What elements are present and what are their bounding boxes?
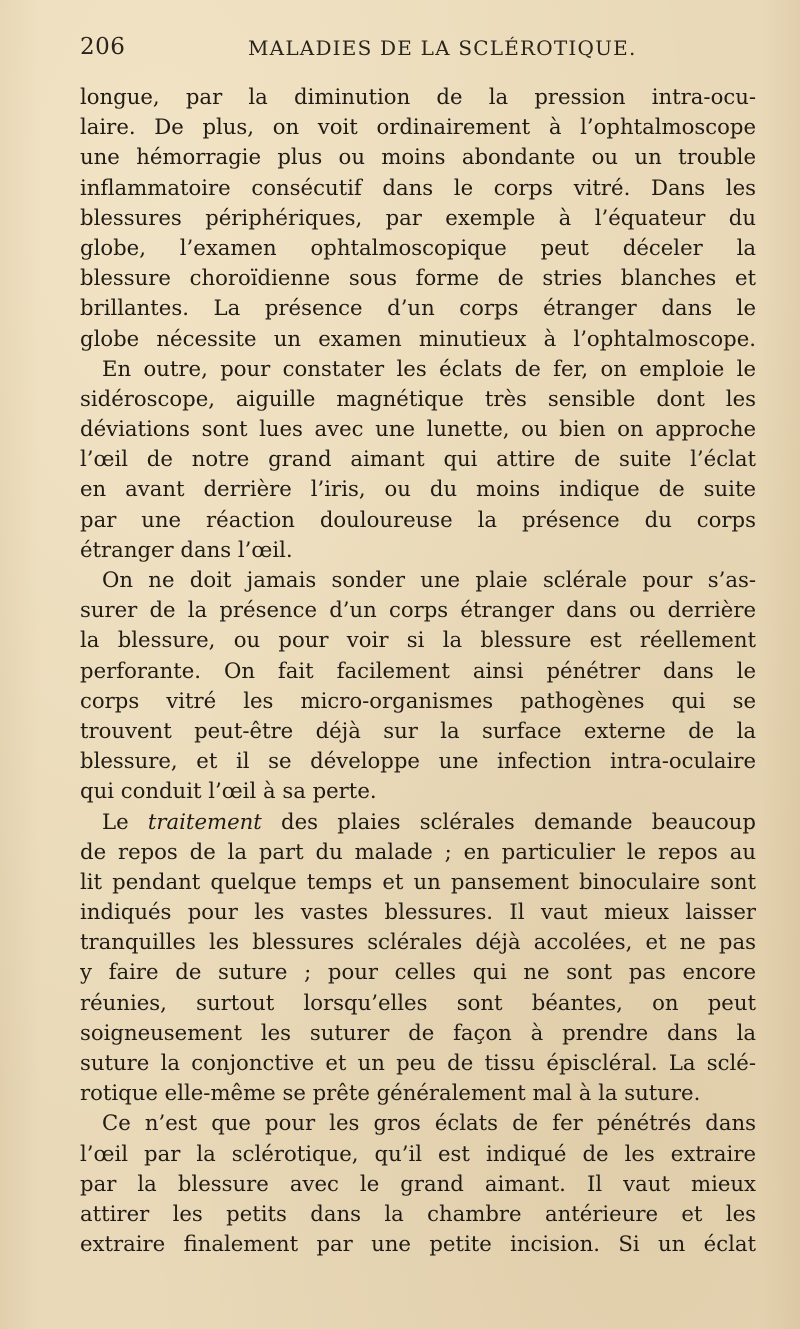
text-line: blessure, et il se développe une infection intra-oculaire	[80, 748, 756, 774]
text-line: par la blessure avec le grand aimant. Il vaut mieux	[80, 1170, 756, 1196]
text-line: longue, par la diminution de la pression intra-ocu-	[80, 84, 756, 109]
traitement-space	[262, 809, 281, 834]
body-text	[80, 82, 756, 1259]
text-line: par une réaction douloureuse la présence du corps	[80, 506, 756, 532]
paragraph-end-line: qui conduit l’œil à sa perte.	[80, 778, 377, 804]
text-line: globe nécessite un examen minutieux à l’ophtalmoscope.	[80, 325, 756, 351]
paragraph-start-line: On ne doit jamais sonder une plaie sclérale pour s’as-	[102, 567, 756, 592]
text-line: surer de la présence d’un corps étranger dans ou derrière	[80, 597, 756, 623]
text-line: extraire finalement par une petite incision. Si un éclat	[80, 1231, 756, 1257]
text-line: blessure choroïdienne sous forme de stries blanches et	[80, 265, 756, 291]
text-line: indiqués pour les vastes blessures. Il vaut mieux laisser	[80, 899, 756, 925]
text-line: attirer les petits dans la chambre antérieure et les	[80, 1200, 756, 1226]
text-line: la blessure, ou pour voir si la blessure est réellement	[80, 627, 756, 653]
running-head	[80, 34, 756, 64]
paragraph-start-line: Ce n’est que pour les gros éclats de fer pénétrés dans	[102, 1110, 756, 1136]
text-line: brillantes. La présence d’un corps étranger dans le	[80, 295, 756, 321]
text-line: suture la conjonctive et un peu de tissu épiscléral. La sclé-	[80, 1050, 756, 1075]
text-line: une hémorragie plus ou moins abondante ou un trouble	[80, 144, 756, 170]
text-line: soigneusement les suturer de façon à prendre dans la	[80, 1019, 756, 1045]
traitement-prefix: Le	[102, 808, 148, 834]
text-line: perforante. On fait facilement ainsi pénétrer dans le	[80, 657, 756, 683]
text-line: sidéroscope, aiguille magnétique très sensible dont les	[80, 385, 756, 411]
page-number: 206	[80, 34, 126, 60]
text-line: trouvent peut-être déjà sur la surface externe de la	[80, 717, 756, 743]
paragraph-start-line	[80, 807, 756, 837]
text-line: déviations sont lues avec une lunette, ou bien on approche	[80, 416, 756, 442]
text-line: de repos de la part du malade ; en particulier le repos au	[80, 838, 756, 864]
text-line: lit pendant quelque temps et un pansement binoculaire sont	[80, 868, 756, 894]
text-line: laire. De plus, on voit ordinairement à l’ophtalmoscope	[80, 114, 756, 140]
traitement-line-rest: des plaies sclérales demande beaucoup	[281, 808, 756, 834]
text-line: l’œil de notre grand aimant qui attire de suite l’éclat	[80, 446, 756, 472]
paragraph-end-line: rotique elle-même se prête généralement mal à la suture.	[80, 1080, 701, 1106]
text-line: l’œil par la sclérotique, qu’il est indiqué de les extraire	[80, 1140, 756, 1166]
running-title: MALADIES DE LA SCLÉROTIQUE.	[248, 36, 637, 60]
traitement-italic-word: traitement	[147, 808, 262, 834]
text-line: inflammatoire consécutif dans le corps vitré. Dans les	[80, 174, 756, 200]
text-line: y faire de suture ; pour celles qui ne sont pas encore	[80, 959, 756, 985]
paragraph-start-line: En outre, pour constater les éclats de fer, on emploie le	[102, 355, 756, 381]
text-line: globe, l’examen ophtalmoscopique peut déceler la	[80, 234, 756, 260]
paragraph-end-line: étranger dans l’œil.	[80, 536, 293, 562]
text-line: tranquilles les blessures sclérales déjà accolées, et ne pas	[80, 929, 756, 955]
text-line: réunies, surtout lorsqu’elles sont béantes, on peut	[80, 989, 756, 1015]
text-line: blessures périphériques, par exemple à l’équateur du	[80, 204, 756, 230]
text-line: corps vitré les micro-organismes pathogènes qui se	[80, 687, 756, 713]
text-line: en avant derrière l’iris, ou du moins indique de suite	[80, 476, 756, 502]
